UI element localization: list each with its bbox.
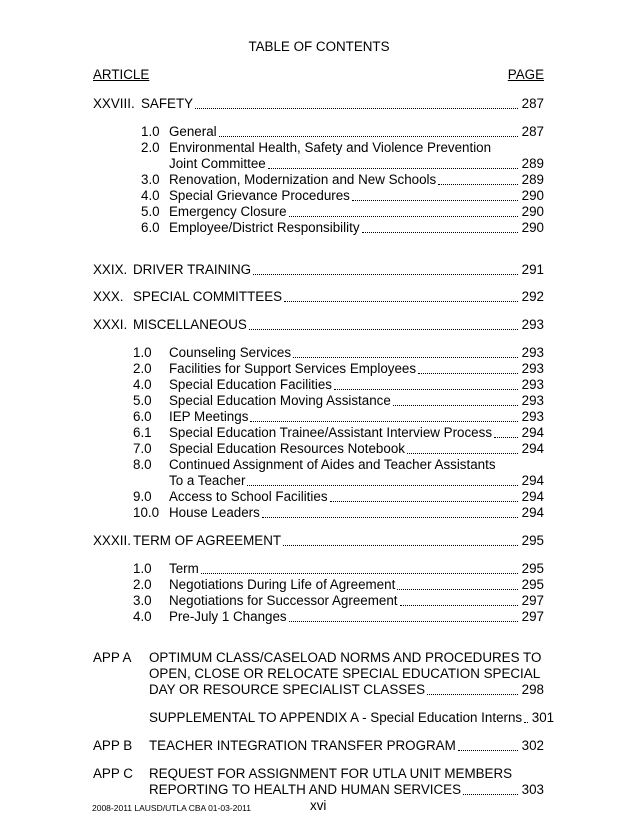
toc-entry-page: 302 — [521, 738, 544, 753]
toc-entry-title: Special Education Moving Assistance — [169, 393, 391, 408]
toc-entry-number: APP A — [93, 650, 132, 665]
toc-entry-page: 292 — [521, 289, 544, 304]
footer-page-number: xvi — [310, 798, 327, 813]
toc-entry-page: 293 — [521, 393, 544, 408]
toc-entry-number: XXXI. — [93, 317, 128, 332]
dot-leader — [463, 794, 518, 795]
toc-entry[interactable] — [169, 188, 544, 204]
toc-entry[interactable] — [169, 220, 544, 236]
toc-entry[interactable] — [169, 609, 544, 625]
page-column-header: PAGE — [507, 67, 544, 82]
toc-entry-title: Employee/District Responsibility — [169, 220, 360, 235]
dot-leader — [393, 405, 518, 406]
toc-entry-number: 7.0 — [133, 441, 152, 456]
toc-entry[interactable] — [149, 782, 544, 798]
toc-entry-title: Continued Assignment of Aides and Teacher Assistants — [169, 457, 496, 472]
dot-leader — [418, 373, 518, 374]
toc-entry-number: XXXII. — [93, 533, 131, 548]
toc-entry-number: 4.0 — [141, 188, 160, 203]
toc-entry-page: 290 — [521, 220, 544, 235]
toc-entry[interactable] — [149, 738, 544, 754]
dot-leader — [458, 750, 518, 751]
toc-entry-page: 290 — [521, 204, 544, 219]
dot-leader — [289, 216, 518, 217]
dot-leader — [293, 357, 518, 358]
toc-entry-number: 6.1 — [133, 425, 152, 440]
dot-leader — [201, 573, 518, 574]
dot-leader — [352, 200, 518, 201]
toc-entry-number: APP C — [93, 766, 133, 781]
toc-entry-page: 287 — [521, 124, 544, 139]
toc-entry[interactable] — [133, 289, 544, 305]
toc-entry-number: 6.0 — [141, 220, 160, 235]
toc-entry-title: General — [169, 124, 217, 139]
toc-entry[interactable] — [169, 156, 544, 172]
toc-entry-title: To a Teacher — [169, 473, 246, 488]
toc-entry[interactable] — [169, 577, 544, 593]
toc-entry-title: Term — [169, 561, 199, 576]
footer-document-id: 2008-2011 LAUSD/UTLA CBA 01-03-2011 — [92, 803, 251, 813]
toc-entry[interactable] — [169, 593, 544, 609]
toc-entry-page: 289 — [521, 172, 544, 187]
toc-entry[interactable] — [169, 345, 544, 361]
toc-entry-page: 294 — [521, 473, 544, 488]
toc-entry[interactable] — [169, 204, 544, 220]
toc-entry-title: Special Grievance Procedures — [169, 188, 350, 203]
toc-entry-number: 1.0 — [133, 561, 152, 576]
toc-entry-page: 294 — [521, 505, 544, 520]
dot-leader — [400, 605, 518, 606]
toc-entry-page: 293 — [521, 345, 544, 360]
toc-entry[interactable] — [133, 533, 544, 549]
toc-entry-number: XXX. — [93, 289, 124, 304]
toc-entry-title: Special Education Facilities — [169, 377, 333, 392]
toc-entry[interactable] — [169, 441, 544, 457]
toc-entry-title: Negotiations for Successor Agreement — [169, 593, 398, 608]
toc-entry-title: TERM OF AGREEMENT — [133, 533, 282, 548]
toc-entry-number: 4.0 — [133, 609, 152, 624]
dot-leader — [494, 437, 518, 438]
toc-entry-page: 293 — [521, 409, 544, 424]
toc-entry-title: House Leaders — [169, 505, 260, 520]
toc-entry-page: 289 — [521, 156, 544, 171]
dot-leader — [438, 184, 518, 185]
toc-entry-title: SPECIAL COMMITTEES — [133, 289, 283, 304]
toc-entry-title: Emergency Closure — [169, 204, 287, 219]
toc-entry-number: 2.0 — [133, 577, 152, 592]
toc-entry-number: XXIX. — [93, 262, 128, 277]
dot-leader — [427, 694, 518, 695]
toc-entry-page: 295 — [521, 577, 544, 592]
dot-leader — [524, 722, 528, 723]
dot-leader — [249, 329, 518, 330]
dot-leader — [253, 274, 518, 275]
toc-entry-title: Pre-July 1 Changes — [169, 609, 287, 624]
toc-entry-page: 294 — [521, 489, 544, 504]
dot-leader — [284, 301, 518, 302]
toc-entry[interactable] — [169, 393, 544, 409]
toc-entry-number: XXVIII. — [93, 96, 135, 111]
toc-entry-title: Facilities for Support Services Employees — [169, 361, 417, 376]
dot-leader — [283, 545, 518, 546]
dot-leader — [219, 136, 518, 137]
toc-entry-number: APP B — [93, 738, 133, 753]
dot-leader — [250, 421, 518, 422]
toc-entry-number: 1.0 — [141, 124, 160, 139]
page-title: TABLE OF CONTENTS — [248, 39, 390, 54]
article-column-header: ARTICLE — [93, 67, 150, 82]
toc-entry-number: 4.0 — [133, 377, 152, 392]
toc-entry-page: 293 — [521, 361, 544, 376]
toc-entry-number: 2.0 — [141, 140, 160, 155]
toc-entry[interactable] — [141, 96, 544, 112]
dot-leader — [289, 621, 518, 622]
dot-leader — [362, 232, 518, 233]
toc-entry-number: 3.0 — [133, 593, 152, 608]
toc-entry-title: DAY OR RESOURCE SPECIALIST CLASSES — [149, 682, 426, 697]
dot-leader — [268, 168, 518, 169]
toc-entry-title: REQUEST FOR ASSIGNMENT FOR UTLA UNIT MEMBERS — [149, 766, 513, 781]
dot-leader — [262, 517, 518, 518]
toc-entry-page: 294 — [521, 441, 544, 456]
toc-entry[interactable] — [149, 682, 544, 698]
toc-entry[interactable] — [169, 505, 544, 521]
toc-entry-number: 5.0 — [141, 204, 160, 219]
toc-entry-page: 293 — [521, 317, 544, 332]
toc-entry-page: 301 — [531, 710, 555, 725]
toc-entry-number: 8.0 — [133, 457, 152, 472]
dot-leader — [330, 501, 518, 502]
toc-entry-title: Counseling Services — [169, 345, 292, 360]
dot-leader — [397, 589, 518, 590]
toc-entry[interactable] — [169, 124, 544, 140]
toc-entry-title: Special Education Resources Notebook — [169, 441, 405, 456]
toc-entry-title: DRIVER TRAINING — [133, 262, 252, 277]
toc-entry[interactable] — [169, 489, 544, 505]
toc-entry[interactable] — [169, 561, 544, 577]
toc-entry[interactable] — [169, 172, 544, 188]
toc-entry-number: 3.0 — [141, 172, 160, 187]
toc-entry-page: 297 — [521, 593, 544, 608]
toc-entry-number: 6.0 — [133, 409, 152, 424]
dot-leader — [334, 389, 518, 390]
toc-entry[interactable] — [169, 409, 544, 425]
toc-entry[interactable] — [169, 425, 544, 441]
toc-entry-page: 303 — [521, 782, 544, 797]
toc-entry-page: 291 — [521, 262, 544, 277]
toc-entry-number: 9.0 — [133, 489, 152, 504]
toc-entry-title: TEACHER INTEGRATION TRANSFER PROGRAM — [149, 738, 456, 753]
toc-entry-title: Negotiations During Life of Agreement — [169, 577, 396, 592]
toc-entry-page: 290 — [521, 188, 544, 203]
toc-entry-title: Environmental Health, Safety and Violence Prevention — [169, 140, 492, 155]
toc-entry-title: Special Education Trainee/Assistant Interview Process — [169, 425, 493, 440]
toc-entry[interactable] — [149, 710, 555, 726]
toc-entry-number: 1.0 — [133, 345, 152, 360]
toc-entry-page: 294 — [521, 425, 544, 440]
toc-entry-title: IEP Meetings — [169, 409, 249, 424]
dot-leader — [195, 108, 518, 109]
toc-entry-page: 297 — [521, 609, 544, 624]
toc-entry-number: 10.0 — [133, 505, 160, 520]
toc-entry[interactable] — [169, 377, 544, 393]
toc-entry-page: 298 — [521, 682, 544, 697]
toc-entry-title: OPEN, CLOSE OR RELOCATE SPECIAL EDUCATION SPECIAL — [149, 666, 541, 681]
toc-entry-page: 293 — [521, 377, 544, 392]
toc-entry-page: 295 — [521, 533, 544, 548]
toc-entry-title: SUPPLEMENTAL TO APPENDIX A - Special Education Interns — [149, 710, 523, 725]
toc-entry[interactable] — [133, 262, 544, 278]
toc-entry[interactable] — [133, 317, 544, 333]
dot-leader — [407, 453, 518, 454]
toc-entry-title: Joint Committee — [169, 156, 266, 171]
toc-entry[interactable] — [169, 361, 544, 377]
toc-entry-title: OPTIMUM CLASS/CASELOAD NORMS AND PROCEDURES TO — [149, 650, 542, 665]
toc-entry-page: 287 — [521, 96, 544, 111]
toc-entry-title: REPORTING TO HEALTH AND HUMAN SERVICES — [149, 782, 462, 797]
toc-entry[interactable] — [169, 473, 544, 489]
toc-entry-title: Access to School Facilities — [169, 489, 328, 504]
toc-entry-number: 5.0 — [133, 393, 152, 408]
toc-entry-title: SAFETY — [141, 96, 194, 111]
toc-entry-title: Renovation, Modernization and New Schools — [169, 172, 437, 187]
toc-entry-page: 295 — [521, 561, 544, 576]
toc-entry-title: MISCELLANEOUS — [133, 317, 247, 332]
dot-leader — [247, 485, 518, 486]
toc-entry-number: 2.0 — [133, 361, 152, 376]
